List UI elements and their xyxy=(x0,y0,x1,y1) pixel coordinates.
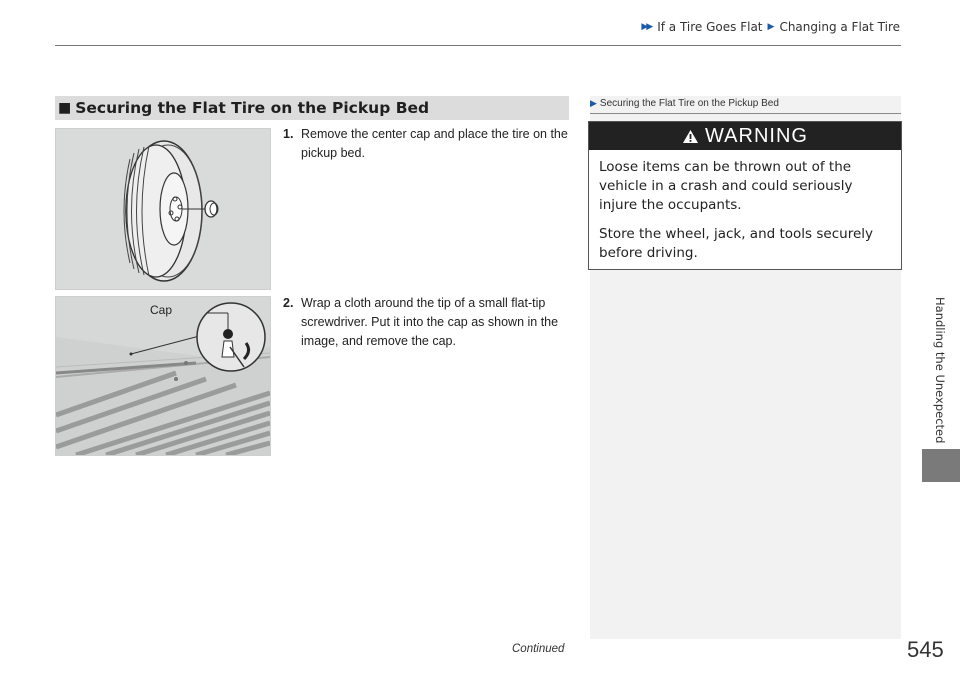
breadcrumb-item-flat-tire[interactable]: If a Tire Goes Flat xyxy=(657,20,763,34)
cap-callout-label: Cap xyxy=(150,303,173,317)
section-title: Securing the Flat Tire on the Pickup Bed xyxy=(75,99,430,117)
step-number: 1. xyxy=(283,127,294,141)
warning-title: WARNING xyxy=(705,124,808,147)
header-rule xyxy=(55,45,901,46)
double-arrow-icon: ▶▶ xyxy=(641,22,652,32)
sidebar-title-text: Securing the Flat Tire on the Pickup Bed xyxy=(599,98,779,109)
pickup-bed-illustration xyxy=(55,296,271,456)
warning-box xyxy=(588,121,902,270)
chapter-tab-marker xyxy=(922,449,960,482)
warning-body xyxy=(589,150,901,263)
breadcrumb-item-changing[interactable]: Changing a Flat Tire xyxy=(779,20,900,34)
chapter-side-tab[interactable]: Handling the Unexpected xyxy=(933,296,947,444)
step-1 xyxy=(283,125,573,163)
warning-header xyxy=(589,122,901,150)
reference-marker-icon: ▶ xyxy=(590,98,597,108)
page-number: 545 xyxy=(907,637,944,662)
sidebar-reference-title xyxy=(590,98,901,109)
warning-paragraph-1: Loose items can be thrown out of the vehicle in a crash and could seriously injure the occupants. xyxy=(599,159,853,213)
breadcrumb xyxy=(641,20,900,34)
warning-paragraph-2: Store the wheel, jack, and tools securely before driving. xyxy=(599,226,874,261)
step-2 xyxy=(283,294,573,351)
square-bullet-icon: ■ xyxy=(58,100,72,116)
warning-triangle-icon xyxy=(682,129,699,144)
arrow-icon: ▶ xyxy=(767,22,775,32)
section-header xyxy=(55,96,569,120)
step-text: Remove the center cap and place the tire on the pickup bed. xyxy=(301,127,568,160)
step-number: 2. xyxy=(283,296,294,310)
sidebar-rule xyxy=(590,113,901,114)
tire-illustration xyxy=(55,128,271,290)
step-text: Wrap a cloth around the tip of a small flat-tip screwdriver. Put it into the cap as shown in the image, and remove the cap. xyxy=(301,296,559,348)
continued-label: Continued xyxy=(512,643,565,655)
